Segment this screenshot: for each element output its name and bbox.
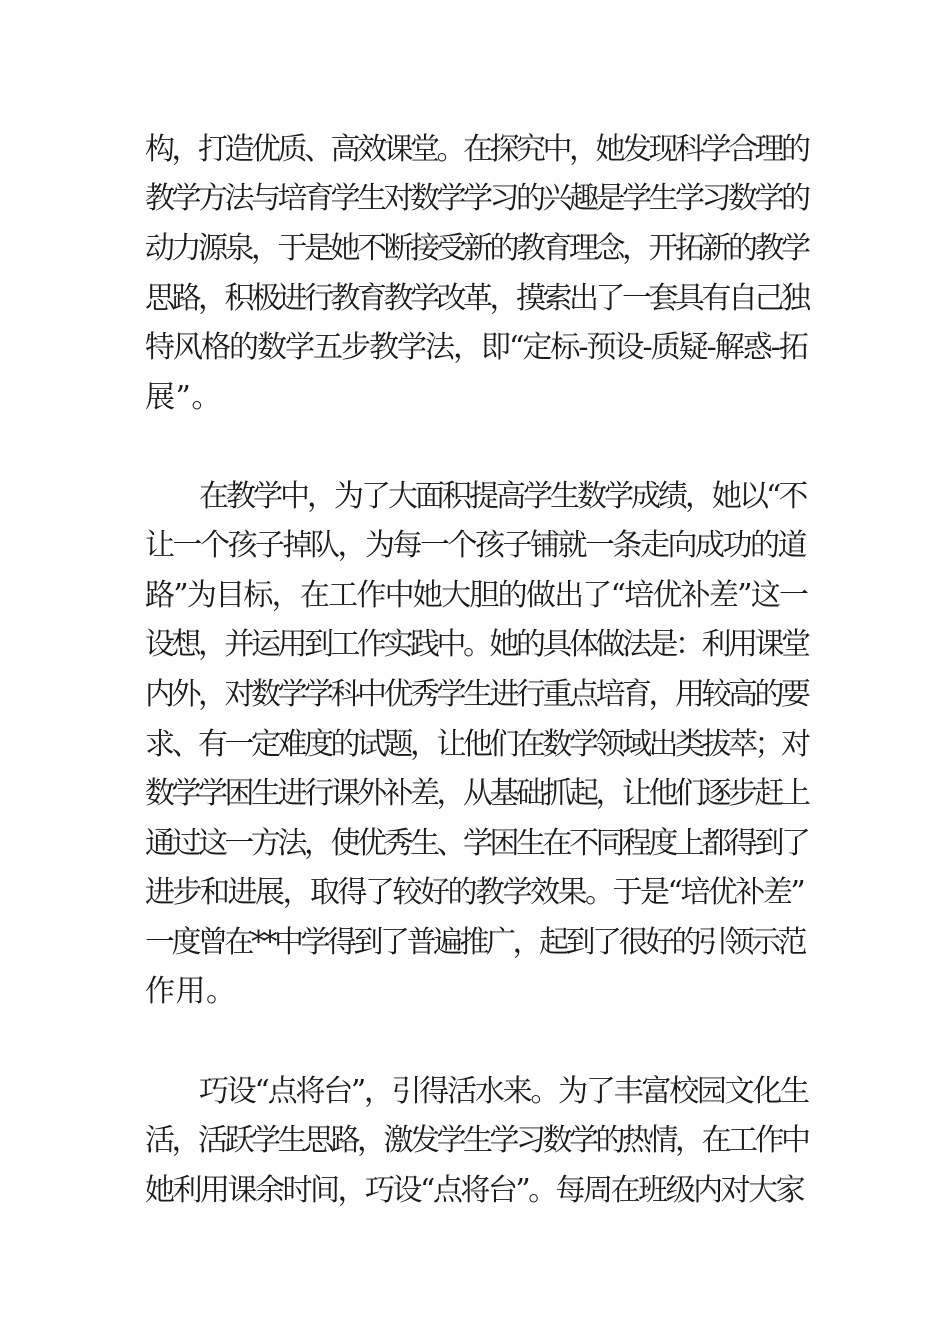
paragraph-2-line-9: 进步和进展，取得了较好的教学效果。于是“培优补差” [145,875,804,910]
paragraph-3-line-2: 活，活跃学生思路，激发学生学习数学的热情，在工作中 [145,1123,808,1158]
paragraph-2-line-1: 在教学中，为了大面积提高学生数学成绩，她以“不 [199,479,806,514]
paragraph-2-line-8: 通过这一方法，使优秀生、学困生在不同程度上都得到了 [145,826,808,861]
paragraph-2-line-4: 设想，并运用到工作实践中。她的具体做法是：利用课堂 [145,627,808,662]
paragraph-1-line-5: 特风格的数学五步教学法，即“定标-预设-质疑-解惑-拓 [145,330,807,365]
paragraph-1-line-3: 动力源泉，于是她不断接受新的教育理念，开拓新的教学 [145,231,808,266]
paragraph-2-line-7: 数学学困生进行课外补差，从基础抓起，让他们逐步赶上 [145,776,808,811]
paragraph-2-line-6: 求、有一定难度的试题，让他们在数学领域出类拔萃；对 [145,727,808,762]
paragraph-2-line-10: 一度曾在**中学得到了普遍推广，起到了很好的引领示范 [145,925,804,960]
paragraph-1-line-2: 教学方法与培育学生对数学学习的兴趣是学生学习数学的 [145,181,808,216]
paragraph-2-line-3: 路”为目标，在工作中她大胆的做出了“培优补差”这一 [145,578,808,613]
paragraph-3-line-1: 巧设“点将台”，引得活水来。为了丰富校园文化生 [199,1074,808,1109]
paragraph-1-line-1: 构，打造优质、高效课堂。在探究中，她发现科学合理的 [145,132,808,167]
paragraph-2-line-2: 让一个孩子掉队，为每一个孩子铺就一条走向成功的道 [145,528,805,563]
paragraph-1-line-6: 展”。 [145,380,222,415]
paragraph-3-line-3: 她利用课余时间，巧设“点将台”。每周在班级内对大家 [145,1173,804,1208]
paragraph-2-line-11: 作用。 [145,974,237,1009]
paragraph-1-line-4: 思路，积极进行教育教学改革，摸索出了一套具有自己独 [145,281,808,316]
paragraph-2-line-5: 内外，对数学学科中优秀学生进行重点培育，用较高的要 [145,677,808,712]
